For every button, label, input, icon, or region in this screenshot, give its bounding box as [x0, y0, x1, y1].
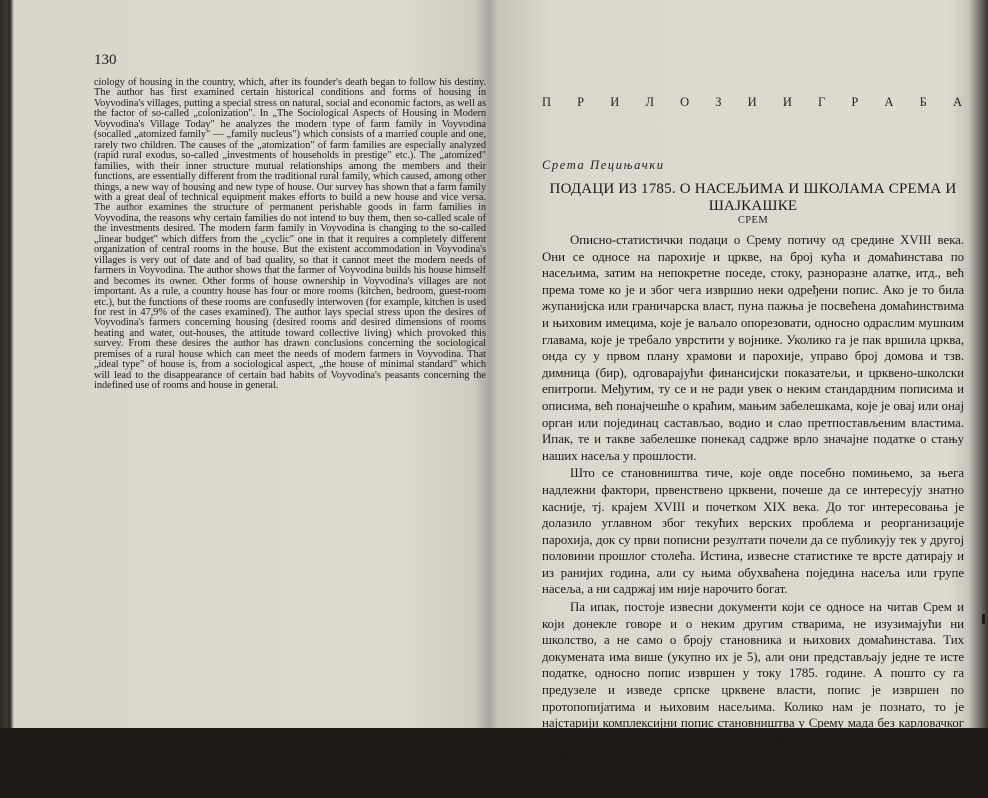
section-heading-letter: Б: [919, 95, 927, 109]
page-number: 130: [94, 52, 117, 68]
body-paragraph: Па ипак, постоје извесни документи који се односе на читав Срем и који донекле говоре и о неким другим стварима, не изузимајући ни школство, а не само о броју становника и њихових домаћинстава. Тих докумената има више (укупно их је 5), али они представљају једне те исте податке, односно попис извршен у току 1785. године. А пошто су га предузеле и изведе српске црквене власти, попис је извршен по протопопијатима и њиховим насељима. Колико нам је познато, то је најстарији комплексијни попис становништва у Срему мада без карловачког и митровачког протопопијата, управо збир одређених факата и записа о сваком његовом насељу и парохији понаособ. Штета је што се он односи искључиво на српски живаљ, док се припадници осталих народности и не помињу. Међутим, друкчије: [542, 600, 964, 797]
right-page: [498, 0, 976, 797]
article-subtitle: СРЕМ: [737, 215, 769, 226]
english-summary: ciology of housing in the country, which, after its founder's death began to follow his destiny. The author has first examined certain historical conditions and forms of housing in Voyvodina's villages, putting a special stress on natural, social and economic factors, as well as the factor of so-called „colonization". In „The Sociological Aspects of Housing in Modern Voyvodina's Village Today" he analyzes the modern type of farm family in Voyvodina (socalled „atomized family" — „family nucleus") which consists of a married couple and one, rarely two children. The causes of the „atomization" of farm families are especially analyzed (rapid rural exodus, so-called „investments of households in prestige" etc.). The „atomized" families, with their inner structure mutual relationships among the members and their functions, are essentially different from the traditional rural family, which caused, among other things, a new way of housing and new type of house. Our survey has shown that a farm family with a great deal of technical equipment makes efforts to build a new house and vice versa. The author examines the structure of permanent perishable goods in farm families in Voyvodina, the reasons why certain families do not intend to buy them, then so-called scale of the investments desired. The modern farm family in Voyvodina is changing to the so-called „linear budget" which differs from the „cyclic" one in that it requires a completely different organization of central rooms in the house. But the existent accommodation in Voyvodina's villages is very out of date and of bad quality, so that it cannot meet the modern needs of farmers in Voyvodina. The author shows that the farmer of Voyvodina builds his house himself and becomes its owner. Other forms of house ownership in Voyvodina's villages are not important. As a rule, a country house has four or more rooms (kitchen, bedroom, guest-room etc.), but the functions of these rooms are confusedly interwoven (for example, kitchen is used for rest in 47,9% of the cases examined). The author lays special stress upon the desires of Voyvodina's farmers concerning housing (desired rooms and desired dimensions of rooms heating and water, out-houses, the attitude toward collective living) which provoked this survey. From these desires the author has drawn conclusions concerning the sociological premises of a rural house which can meet the needs of modern farmers in Voyvodina. That „ideal type" of house is, from a sociological aspect, „the house of minimal standard" which will lead to the disappearance of certain bad habits of Voyvodina's peasants concerning the indefined use of rooms and house in general.: [94, 77, 486, 392]
section-heading-letter: Л: [645, 95, 654, 109]
section-heading-letter: О: [680, 95, 690, 109]
section-heading-letter: И: [610, 95, 620, 109]
section-heading-letter: П: [542, 95, 552, 109]
section-heading-letter: Р: [577, 95, 585, 109]
section-heading-letter: Г: [817, 95, 826, 109]
article-title: ПОДАЦИ ИЗ 1785. О НАСЕЉИМА И ШКОЛАМА СРЕМА И ШАЈКАШКЕ: [549, 181, 957, 214]
article-body: [542, 232, 964, 798]
body-paragraph: Описно-статистички подаци о Срему потичу од средине XVIII века. Они се односе на парохије и цркве, на број кућа и домаћинстава по насељима, затим на непокретне поседе, стоку, разноразне алатке, итд., већ према томе ко је и због чега извршио неки одређени попис. Ако је то била жупанијска или граничарска власт, пуна пажња је посвећена домаћинствима и њиховим имецима, које је ваљало опорезовати, односно одраслим мушким главама, које је требало уврстити у војнике. Уколико га је пак вршила црква, онда су у првом плану храмови и парохије, управо број домова и тзв. димница (бир), одговарајући финансијски показатељи, и црквено-школски епитропи. Међутим, ту се и не ради увек о неким стандардним пописима и описима, већ понајчешће о краћим, мањим забелешкама, које је овај или онај орган или појединац састављао, водио и слао претпостављеним властима. Ипак, те и такве забелешке понекад садрже врло значајне податке о стању наших насеља у прошлости.: [542, 233, 964, 463]
section-heading-letter: З: [715, 95, 722, 109]
section-heading-letter: И: [782, 95, 792, 109]
section-heading-letter: А: [952, 95, 962, 109]
section-heading-letter: А: [884, 95, 894, 109]
margin-mark: [982, 614, 985, 624]
left-page: [14, 0, 494, 728]
body-paragraph: Што се становништва тиче, које овде посебно помињемо, за њега надлежни фактори, првенствено црквени, почеше да се интересују знатно касније, тј. крајем XVIII и почетком XIX века. До тог интересовања је долазило углавном због текућих верских проблема и реорганизације парохија, док су први пописни резултати почели да се публикују тек у другој половини прошлог столећа. Истина, извесне статистике те врсте датирају и из ранијих година, али су њима обухваћена поједина насеља или групе насеља, а ни садржај им није нарочито богат.: [542, 466, 964, 597]
article-author: Срета Пецињачки: [542, 158, 665, 172]
section-heading: [542, 95, 962, 110]
section-heading-letter: И: [747, 95, 757, 109]
section-heading-letter: Р: [851, 95, 859, 109]
